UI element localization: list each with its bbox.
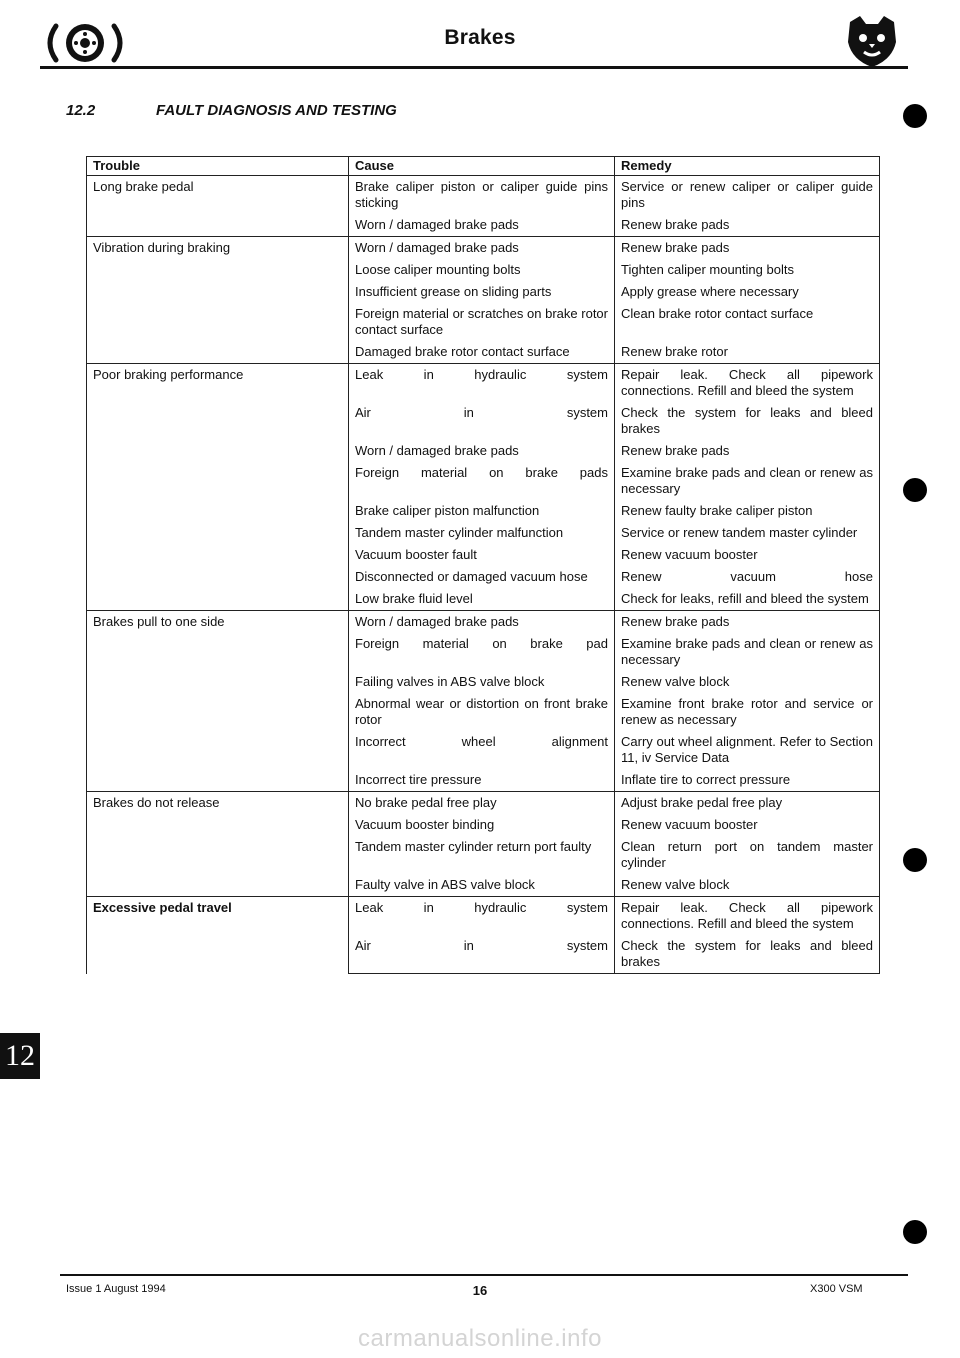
cause-cell: Foreign material or scratches on brake rotor contact surface: [349, 303, 615, 341]
cause-cell: Air in system: [349, 935, 615, 974]
trouble-cell: Brakes pull to one side: [87, 611, 349, 792]
cause-cell: Leak in hydraulic system: [349, 364, 615, 403]
cause-cell: Leak in hydraulic system: [349, 897, 615, 936]
cause-cell: Failing valves in ABS valve block: [349, 671, 615, 693]
cause-cell: Incorrect tire pressure: [349, 769, 615, 792]
table-row: [87, 611, 880, 634]
remedy-cell: Renew valve block: [615, 874, 880, 897]
chapter-tab: 12: [0, 1033, 40, 1079]
footer-model: X300 VSM: [810, 1283, 863, 1295]
trouble-cell: Vibration during braking: [87, 237, 349, 364]
cause-cell: Low brake fluid level: [349, 588, 615, 611]
remedy-cell: Renew brake pads: [615, 611, 880, 634]
remedy-cell: Renew vacuum hose: [615, 566, 880, 588]
cause-cell: Worn / damaged brake pads: [349, 237, 615, 260]
cause-cell: Worn / damaged brake pads: [349, 214, 615, 237]
header-trouble: Trouble: [87, 157, 349, 176]
punch-hole: [903, 848, 927, 872]
remedy-cell: Check the system for leaks and bleed brakes: [615, 402, 880, 440]
footer-issue: Issue 1 August 1994: [66, 1283, 166, 1295]
cause-cell: Air in system: [349, 402, 615, 440]
remedy-cell: Renew vacuum booster: [615, 814, 880, 836]
remedy-cell: Check for leaks, refill and bleed the system: [615, 588, 880, 611]
remedy-cell: Inflate tire to correct pressure: [615, 769, 880, 792]
cause-cell: Worn / damaged brake pads: [349, 611, 615, 634]
header-cause: Cause: [349, 157, 615, 176]
remedy-cell: Renew brake rotor: [615, 341, 880, 364]
remedy-cell: Apply grease where necessary: [615, 281, 880, 303]
cause-cell: Foreign material on brake pads: [349, 462, 615, 500]
punch-hole: [903, 104, 927, 128]
page-number: 16: [472, 1283, 488, 1298]
remedy-cell: Clean return port on tandem master cylinder: [615, 836, 880, 874]
remedy-cell: Examine brake pads and clean or renew as necessary: [615, 633, 880, 671]
cause-cell: Brake caliper piston malfunction: [349, 500, 615, 522]
cause-cell: Loose caliper mounting bolts: [349, 259, 615, 281]
remedy-cell: Service or renew tandem master cylinder: [615, 522, 880, 544]
table-row: [87, 792, 880, 815]
page-title: Brakes: [444, 26, 516, 49]
cause-cell: Abnormal wear or distortion on front brake rotor: [349, 693, 615, 731]
remedy-cell: Clean brake rotor contact surface: [615, 303, 880, 341]
remedy-cell: Renew brake pads: [615, 440, 880, 462]
jaguar-emblem-icon: [842, 12, 902, 70]
remedy-cell: Adjust brake pedal free play: [615, 792, 880, 815]
remedy-cell: Repair leak. Check all pipework connections. Refill and bleed the system: [615, 364, 880, 403]
cause-cell: Foreign material on brake pad: [349, 633, 615, 671]
remedy-cell: Renew vacuum booster: [615, 544, 880, 566]
fault-diagnosis-table: [86, 156, 880, 974]
punch-hole: [903, 1220, 927, 1244]
cause-cell: Damaged brake rotor contact surface: [349, 341, 615, 364]
cause-cell: Vacuum booster binding: [349, 814, 615, 836]
remedy-cell: Renew faulty brake caliper piston: [615, 500, 880, 522]
remedy-cell: Tighten caliper mounting bolts: [615, 259, 880, 281]
footer-rule: [60, 1274, 908, 1276]
header-remedy: Remedy: [615, 157, 880, 176]
cause-cell: Insufficient grease on sliding parts: [349, 281, 615, 303]
cause-cell: Disconnected or damaged vacuum hose: [349, 566, 615, 588]
cause-cell: Vacuum booster fault: [349, 544, 615, 566]
table-header-row: [87, 157, 880, 176]
trouble-cell: Brakes do not release: [87, 792, 349, 897]
section-heading: FAULT DIAGNOSIS AND TESTING: [156, 102, 397, 119]
table-row: [87, 237, 880, 260]
remedy-cell: Renew brake pads: [615, 214, 880, 237]
cause-cell: Tandem master cylinder return port faulty: [349, 836, 615, 874]
section-number: 12.2: [66, 102, 96, 119]
remedy-cell: Examine front brake rotor and service or renew as necessary: [615, 693, 880, 731]
remedy-cell: Check the system for leaks and bleed brakes: [615, 935, 880, 974]
cause-cell: No brake pedal free play: [349, 792, 615, 815]
remedy-cell: Carry out wheel alignment. Refer to Section 11, iv Service Data: [615, 731, 880, 769]
trouble-cell: Long brake pedal: [87, 176, 349, 237]
table-row: [87, 897, 880, 936]
punch-hole: [903, 478, 927, 502]
cause-cell: Faulty valve in ABS valve block: [349, 874, 615, 897]
remedy-cell: Service or renew caliper or caliper guide pins: [615, 176, 880, 215]
cause-cell: Worn / damaged brake pads: [349, 440, 615, 462]
table-row: [87, 364, 880, 403]
watermark: carmanualsonline.info: [358, 1325, 602, 1352]
trouble-cell: Excessive pedal travel: [87, 897, 349, 974]
header-rule: [40, 66, 908, 69]
cause-cell: Brake caliper piston or caliper guide pins sticking: [349, 176, 615, 215]
remedy-cell: Repair leak. Check all pipework connections. Refill and bleed the system: [615, 897, 880, 936]
cause-cell: Tandem master cylinder malfunction: [349, 522, 615, 544]
trouble-cell: Poor braking performance: [87, 364, 349, 611]
remedy-cell: Renew valve block: [615, 671, 880, 693]
remedy-cell: Examine brake pads and clean or renew as necessary: [615, 462, 880, 500]
cause-cell: Incorrect wheel alignment: [349, 731, 615, 769]
table-row: [87, 176, 880, 215]
remedy-cell: Renew brake pads: [615, 237, 880, 260]
table-body: [87, 176, 880, 974]
